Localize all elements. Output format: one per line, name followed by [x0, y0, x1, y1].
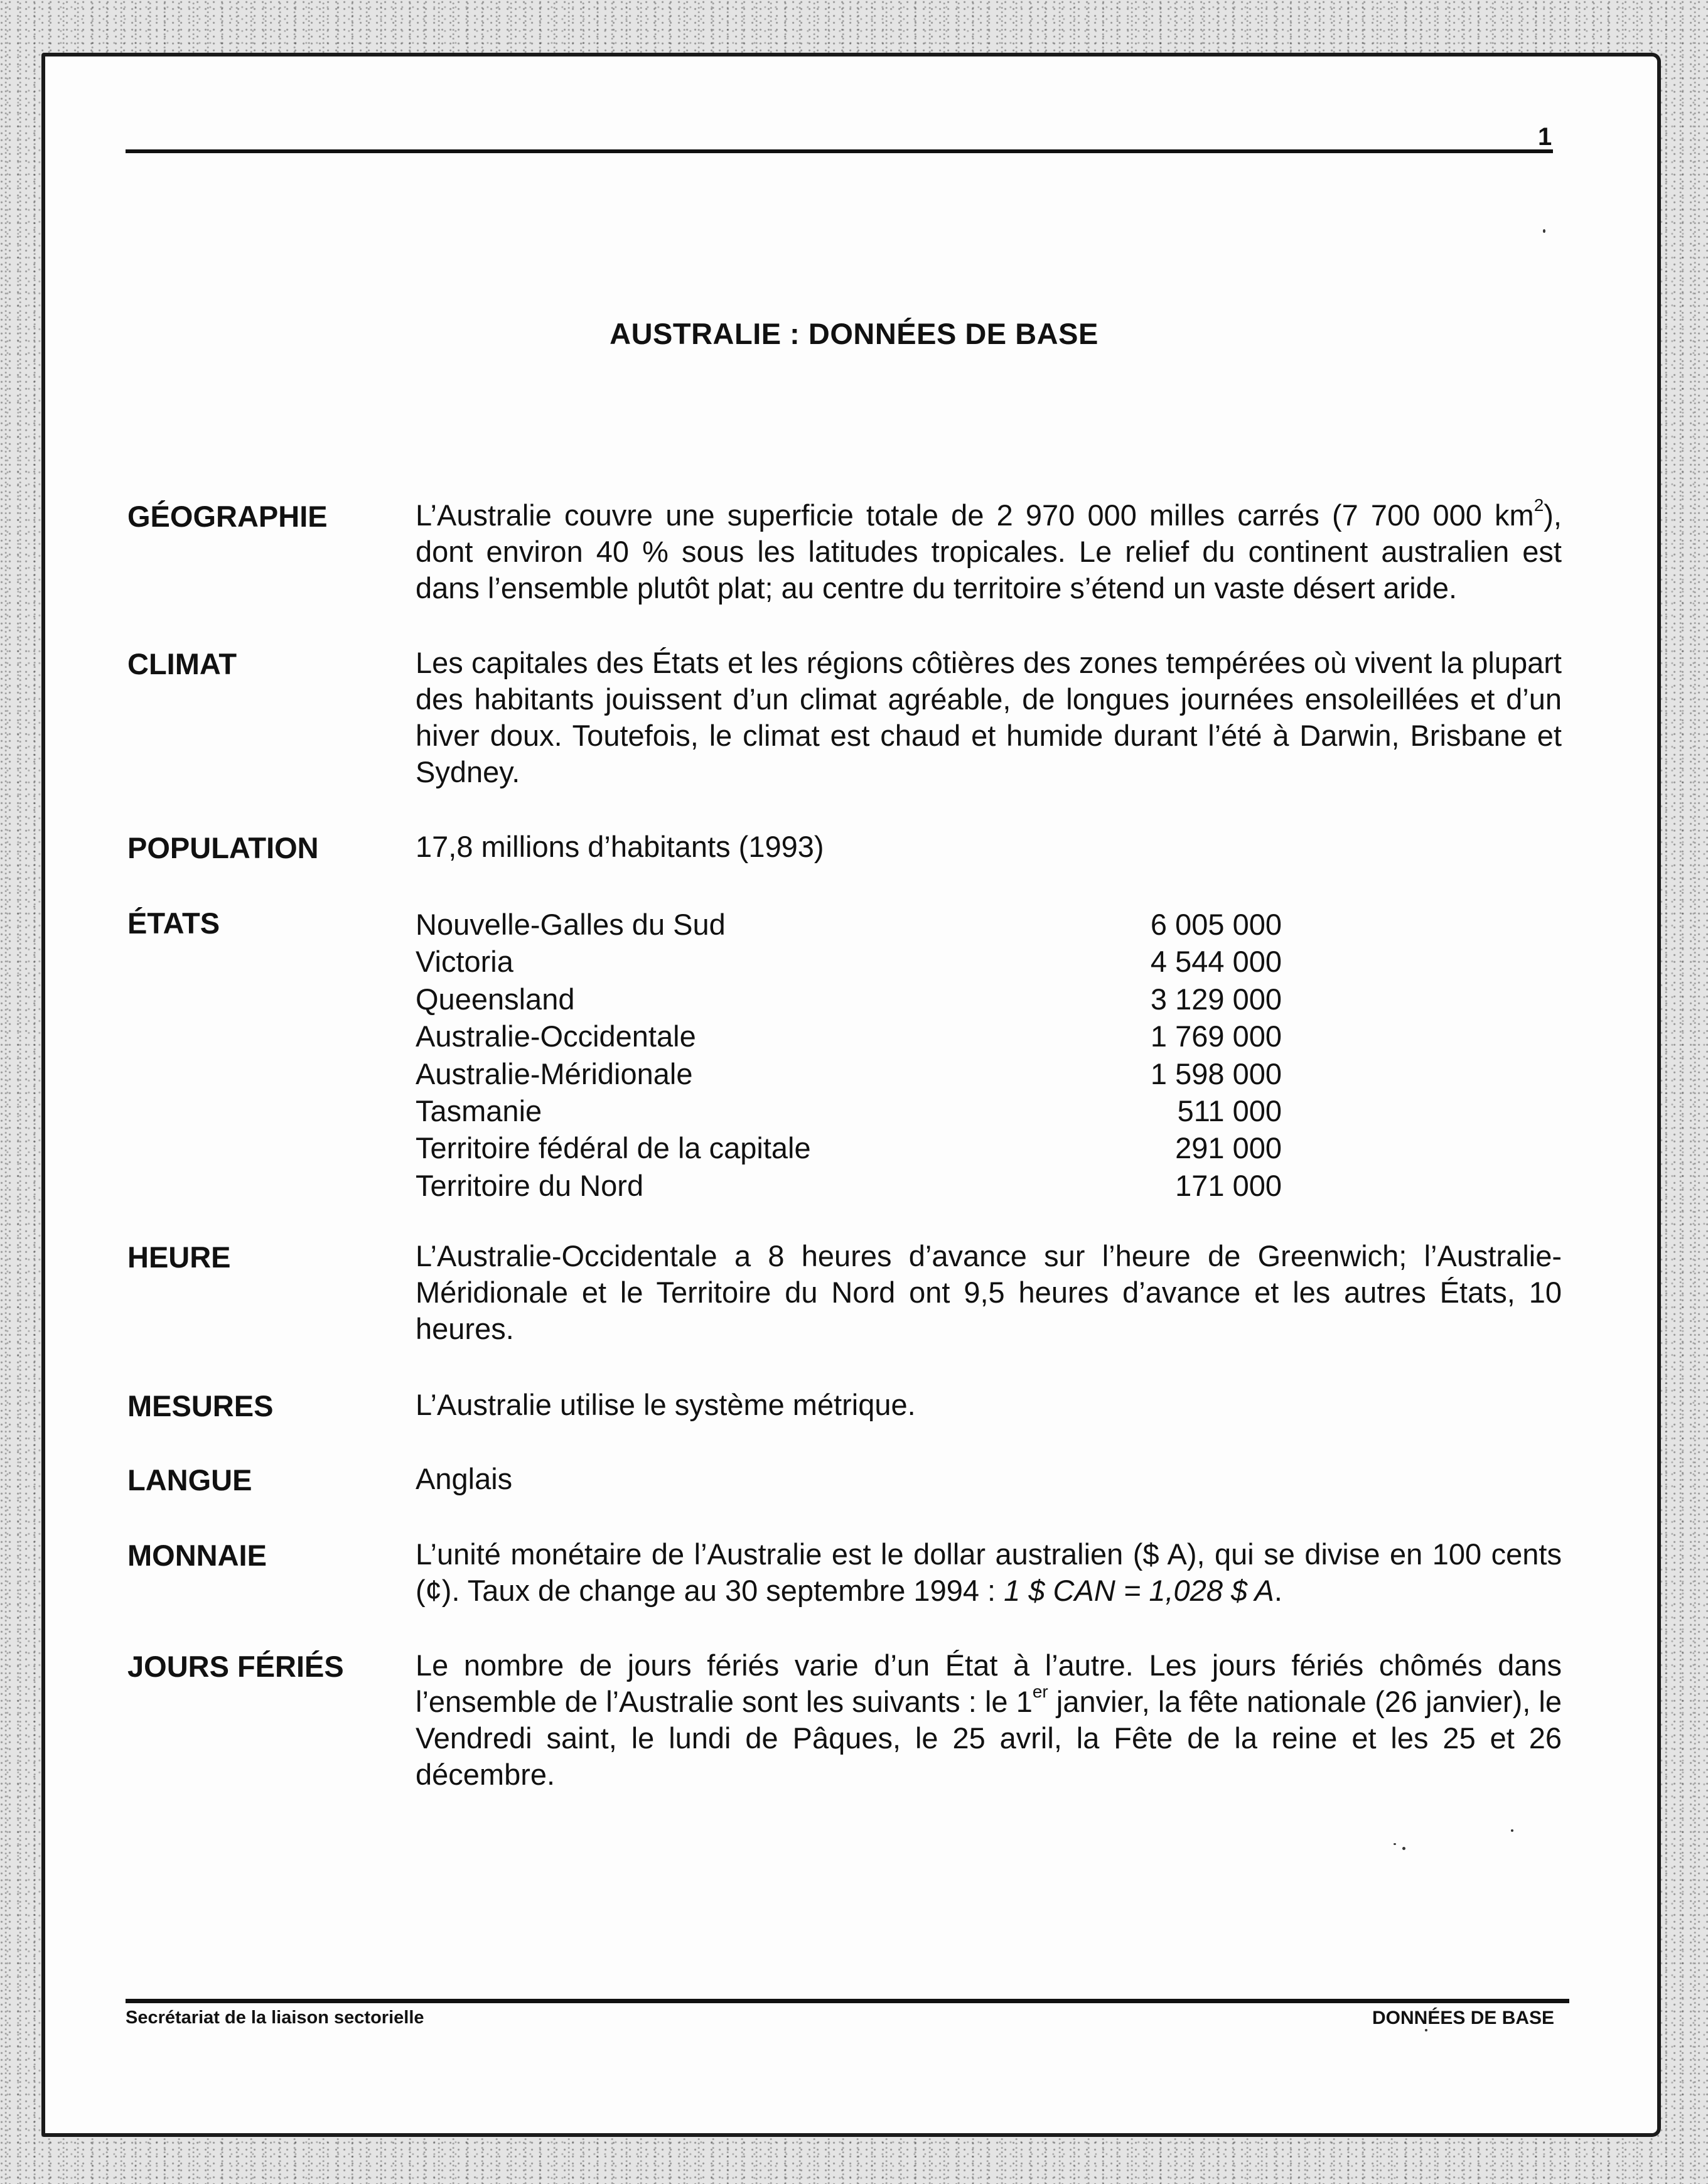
section-label-langue: LANGUE [127, 1463, 252, 1497]
section-body-climat: Les capitales des États et les régions côtières des zones tempérées où vivent la plupart des habitants jouissent d’un climat agréable, de longues journées ensoleillées et d’un hiver doux. Toutefois, le climat est chaud et humide durant l’été à Darwin, Brisbane et Sydney. [416, 646, 1562, 788]
state-population: 1 598 000 [1150, 1057, 1282, 1090]
footer-organization: Secrétariat de la liaison sectorielle [126, 2008, 424, 2028]
section-body-population: 17,8 millions d’habitants (1993) [416, 830, 824, 863]
section-label-etats: ÉTATS [127, 906, 220, 940]
state-name: Tasmanie [416, 1094, 542, 1127]
scan-speck [1511, 1829, 1513, 1832]
state-row [416, 1055, 1282, 1092]
footer-rule [126, 1999, 1569, 2003]
state-row [416, 906, 1282, 943]
state-population: 4 544 000 [1150, 945, 1282, 979]
section-label-population: POPULATION [127, 831, 319, 864]
section-body-mesures: L’Australie utilise le système métrique. [416, 1388, 916, 1421]
state-name: Australie-Occidentale [416, 1019, 696, 1053]
header-rule [126, 149, 1553, 153]
states-table [416, 906, 1282, 1204]
scan-speck [1425, 2029, 1427, 2031]
monnaie-text-end: . [1274, 1574, 1282, 1607]
state-population: 171 000 [1175, 1168, 1282, 1202]
state-name: Territoire fédéral de la capitale [416, 1131, 811, 1165]
section-body-geographie [416, 497, 1562, 606]
state-population: 3 129 000 [1150, 982, 1282, 1016]
state-population: 6 005 000 [1150, 908, 1282, 941]
jours-feries-text-start: Le nombre de jours fériés varie d’un État à l’autre. Les jours fériés chômés dans l’ensemble de l’Australie sont les suivants : le 1 [416, 1649, 1562, 1718]
section-label-jours-feries: JOURS FÉRIÉS [127, 1650, 344, 1683]
geographie-text-end: ), dont environ 40 % sous les latitudes tropicales. Le relief du continent australien est dans l’ensemble plutôt plat; au centre du territoire s’étend un vaste désert aride. [416, 498, 1562, 605]
monnaie-exchange-rate: 1 $ CAN = 1,028 $ A [1004, 1574, 1274, 1607]
scan-speck [1543, 229, 1545, 233]
section-label-mesures: MESURES [127, 1389, 274, 1423]
state-row [416, 943, 1282, 980]
state-population: 511 000 [1177, 1094, 1282, 1127]
page-title: AUSTRALIE : DONNÉES DE BASE [610, 317, 1098, 350]
state-row [416, 1167, 1282, 1204]
state-row [416, 1018, 1282, 1055]
geographie-superscript: 2 [1533, 495, 1544, 515]
state-row [416, 1092, 1282, 1129]
state-name: Nouvelle-Galles du Sud [416, 908, 726, 941]
scan-speck [1402, 1847, 1405, 1850]
state-row [416, 1129, 1282, 1166]
state-name: Territoire du Nord [416, 1168, 644, 1202]
section-body-heure: L’Australie-Occidentale a 8 heures d’avance sur l’heure de Greenwich; l’Australie-Méridionale et le Territoire du Nord ont 9,5 heures d’avance et les autres États, 10 heures. [416, 1239, 1562, 1345]
section-label-climat: CLIMAT [127, 647, 237, 680]
state-population: 1 769 000 [1150, 1019, 1282, 1053]
section-label-heure: HEURE [127, 1240, 231, 1274]
scan-speck [1394, 1843, 1396, 1845]
state-row [416, 981, 1282, 1018]
section-body-jours-feries [416, 1647, 1562, 1793]
state-population: 291 000 [1175, 1131, 1282, 1165]
footer-document-title: DONNÉES DE BASE [1372, 2008, 1555, 2028]
geographie-text-start: L’Australie couvre une superficie totale de 2 970 000 milles carrés (7 700 000 km [416, 498, 1534, 532]
monnaie-text: L’unité monétaire de l’Australie est le dollar australien ($ A), qui se divise en 100 cents (¢). Taux de change au 30 septembre 1994 : [416, 1537, 1562, 1607]
section-label-geographie: GÉOGRAPHIE [127, 500, 328, 533]
section-body-langue: Anglais [416, 1462, 513, 1495]
jours-feries-text-end: janvier, la fête nationale (26 janvier), le Vendredi saint, le lundi de Pâques, le 25 avril, la Fête de la reine et les 25 et 26 décembre. [416, 1685, 1562, 1791]
state-name: Victoria [416, 945, 513, 979]
section-label-monnaie: MONNAIE [127, 1539, 267, 1572]
state-name: Australie-Méridionale [416, 1057, 693, 1090]
page-number: 1 [1538, 123, 1552, 151]
section-body-monnaie [416, 1536, 1562, 1609]
jours-feries-superscript: er [1032, 1682, 1048, 1702]
state-name: Queensland [416, 982, 575, 1016]
